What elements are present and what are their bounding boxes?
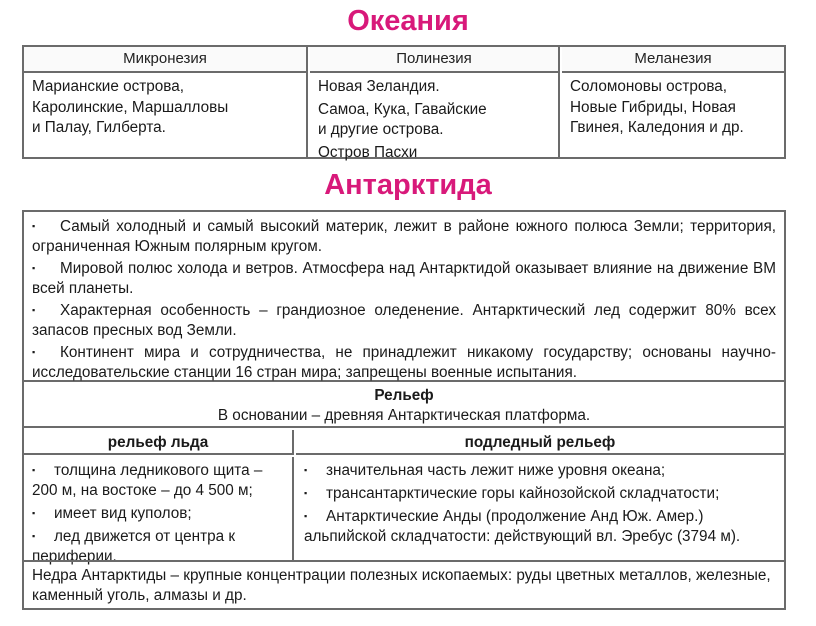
micronesia-line: Каролинские, Маршалловы [32,98,229,116]
polynesia-line: и другие острова. [318,121,444,138]
fact-text: Мировой полюс холода и ветров. Атмосфера над Антарктидой оказывает влияние на движение ВМ всей планеты. [32,260,776,297]
micronesia-line: и Палау, Гилберта. [32,119,166,136]
micronesia-line: Марианские острова, [32,78,184,95]
subglacial-relief-header: подледный рельеф [296,430,784,455]
polynesia-body [310,73,558,163]
fact-item [32,300,776,341]
bullet-icon: ▪ [32,305,36,315]
list-item-text: лед движется от центра к периферии. [32,528,236,565]
melanesia-header: Меланезия [562,47,784,73]
fact-item [32,258,776,299]
polynesia-line: Самоа, Кука, Гавайские [318,100,487,118]
ice-relief-header: рельеф льда [24,430,294,455]
micronesia-column [24,47,308,157]
fact-item [32,216,776,257]
relief-section-header [24,384,784,428]
list-item-text: имеет вид куполов; [54,505,192,522]
list-item [304,483,776,504]
bullet-icon: ▪ [304,511,308,521]
list-item-text: значительная часть лежит ниже уровня океана; [326,462,666,479]
list-item [304,506,776,547]
oceania-table [22,45,786,159]
list-item-text: Антарктические Анды (продолжение Анд Юж. Амер.) альпийской складчатости: действующий вл. Эребус (3794 м). [304,508,741,545]
micronesia-body [24,73,306,139]
bullet-icon: ▪ [32,221,36,231]
micronesia-header: Микронезия [24,47,306,73]
melanesia-line: Новые Гибриды, Новая [570,98,736,116]
melanesia-line: Соломоновы острова, [570,78,728,95]
fact-text: Континент мира и сотрудничества, не принадлежит никакому государству; основаны научно-исследовательские станции 16 стран мира; запрещены военные испытания. [32,344,776,381]
antarctica-facts [24,212,784,382]
list-item-text: толщина ледникового щита – 200 м, на востоке – до 4 500 м; [32,462,263,499]
melanesia-body [562,73,784,139]
fact-text: Характерная особенность – грандиозное оледенение. Антарктический лед содержит 80% всех запасов пресных вод Земли. [32,302,776,339]
melanesia-line: Гвинея, Каледония и др. [570,119,744,136]
list-item [32,503,284,524]
subglacial-relief-list [296,457,784,560]
fact-item [32,342,776,383]
bullet-icon: ▪ [32,531,36,541]
bullet-icon: ▪ [304,488,308,498]
list-item [304,460,776,481]
list-item-text: трансантарктические горы кайнозойской складчатости; [326,485,720,502]
bullet-icon: ▪ [32,347,36,357]
bullet-icon: ▪ [304,465,308,475]
fact-text: Самый холодный и самый высокий материк, лежит в районе южного полюса Земли; территория, ограниченная Южным полярным кругом. [32,218,776,255]
melanesia-column [562,47,784,157]
antarctica-table [22,210,786,610]
bullet-icon: ▪ [32,465,36,475]
polynesia-column [310,47,560,161]
relief-subtitle: В основании – древняя Антарктическая платформа. [217,407,591,424]
bullet-icon: ▪ [32,263,36,273]
ice-relief-list [24,457,294,565]
polynesia-line: Новая Зеландия. [318,78,440,95]
oceania-title: Океания [347,5,469,37]
list-item [32,460,284,501]
antarctica-footer-note: Недра Антарктиды – крупные концентрации полезных ископаемых: руды цветных металлов, железные, каменный уголь, алмазы и др. [24,560,784,608]
polynesia-line: Остров Пасхи [318,143,418,161]
antarctica-title: Антарктида [324,169,492,201]
polynesia-header: Полинезия [310,47,558,73]
bullet-icon: ▪ [32,508,36,518]
relief-title: Рельеф [374,387,434,404]
